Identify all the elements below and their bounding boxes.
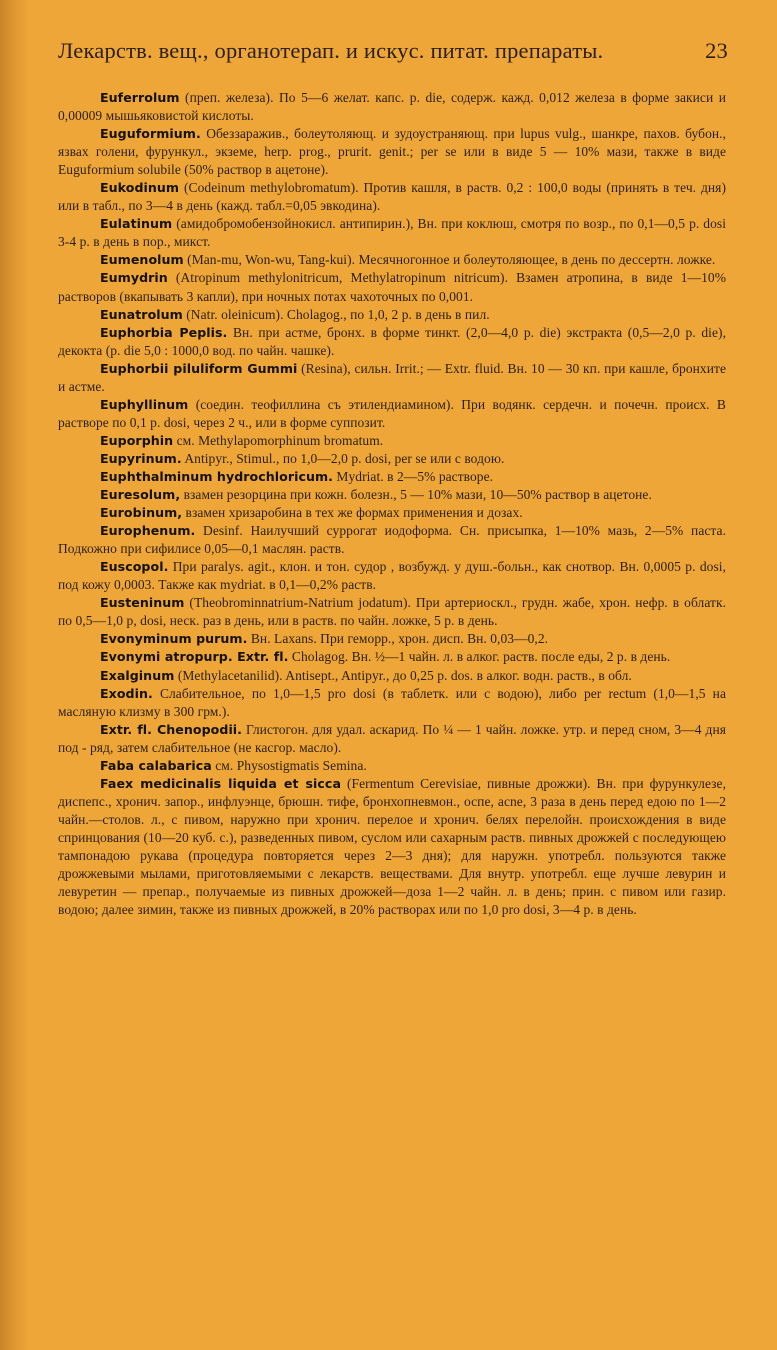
entry-term: Eunatrolum bbox=[100, 306, 183, 322]
entry-text: (преп. железа). По 5—6 желат. капс. р. die, содерж. кажд. 0,012 железа в форме закиси и 0,00009 мышьяковистой кислоты. bbox=[58, 90, 726, 124]
dictionary-entry bbox=[58, 324, 726, 360]
dictionary-entry bbox=[58, 775, 726, 919]
dictionary-entry bbox=[58, 630, 726, 648]
entry-text: Antipyr., Stimul., по 1,0—2,0 р. dosi, per se или с водою. bbox=[181, 450, 505, 466]
entry-term: Euphorbii piluliform Gummi bbox=[100, 360, 298, 376]
entry-term: Europhenum. bbox=[100, 523, 196, 539]
entry-text: Cholagog. Вн. ½—1 чайн. л. в алког. раств. после еды, 2 р. в день. bbox=[288, 649, 671, 665]
entry-text: (Fermentum Cerevisiae, пивные дрожжи). Вн. при фурункулезе, диспепс., хронич. запор., инфлуэнце, брюшн. тифе, бронхопневмон., оспе, acne, 3 раза в день перед едою по 1—2 чайн.—столов. л., с пивом, наружно при хронич. перелое и хронич. белях перелойн. происхождения в виде спринцования (10—20 куб. с.), разведенных пивом, суслом или сахарным раств. пивных дрожжей с последующею тампонадою рукава (процедура повторяется через 2—3 дня); для наружн. употребл. пользуются также дрожжевыми мылами, приготовляемыми с лекарств. веществами. Для внутр. употребл. еще лучше левурин и левуретин — препар., получаемые из пивных дрожжей—доза 1—2 чайн. л. в день; прин. с пивом или газир. водою; далее зимин, также из пивных дрожжей, в 20% растворах или по 1,0 pro dosi, 3—4 р. в день. bbox=[58, 775, 726, 918]
entry-term: Euresolum, bbox=[100, 487, 181, 503]
entry-term: Euphthalminum hydrochloricum. bbox=[100, 468, 333, 484]
entry-text: Обеззаражив., болеутоляющ. и зудоустраняющ. при lupus vulg., шанкре, пахов. бубон., язвах голени, фурункул., экземе, herp. prog., prurit. genit.; per se или в виде 5 — 10% мази, также в виде Euguformium solubile (50% раствор в ацетоне). bbox=[58, 126, 726, 178]
entry-term: Exalginum bbox=[100, 667, 175, 683]
entry-term: Evonymi atropurp. Extr. fl. bbox=[100, 649, 289, 665]
entry-text: Mydriat. в 2—5% растворе. bbox=[333, 468, 494, 484]
dictionary-entries bbox=[58, 89, 726, 919]
entry-text: см. Methylapomorphinum bromatum. bbox=[173, 432, 384, 448]
entry-text: Глистогон. для удал. аскарид. По ¼ — 1 чайн. ложке. утр. и перед сном, 3—4 дня под - ряд, затем слабительное (не касгор. масло). bbox=[58, 721, 726, 755]
entry-term: Euferrolum bbox=[100, 90, 180, 105]
entry-term: Faba calabarica bbox=[100, 757, 212, 773]
entry-text: (соедин. теофиллина съ этилендиамином). При водянк. сердечн. и почечн. происх. В растворе по 0,1 р. dosi, через 2 ч., или в форме суппозит. bbox=[58, 396, 726, 430]
entry-text: см. Physostigmatis Semina. bbox=[211, 757, 367, 773]
entry-text: (Resina), сильн. Irrit.; — Extr. fluid. Вн. 10 — 30 кп. при кашле, бронхите и астме. bbox=[58, 360, 726, 394]
dictionary-entry bbox=[58, 757, 726, 775]
entry-term: Evonyminum purum. bbox=[100, 631, 248, 647]
dictionary-entry bbox=[58, 179, 726, 215]
entry-text: (Codeinum methylobromatum). Против кашля, в раств. 0,2 : 100,0 воды (принять в теч. дня) или в табл., по 3—4 в день (кажд. табл.=0,05 эвкодина). bbox=[58, 180, 726, 214]
entry-text: (Methylacetanilid). Antisept., Antipyr., до 0,25 р. dos. в алког. водн. раств., в обл. bbox=[174, 667, 632, 683]
dictionary-entry bbox=[58, 125, 726, 179]
entry-term: Eusteninum bbox=[100, 595, 185, 611]
dictionary-entry bbox=[58, 432, 726, 450]
dictionary-entry bbox=[58, 396, 726, 432]
entry-text: Слабительное, по 1,0—1,5 pro dosi (в таблетк. или с водою), либо per rectum (1,0—1,5 на масляную клизму в 300 грм.). bbox=[58, 685, 726, 719]
dictionary-entry bbox=[58, 558, 726, 594]
running-header bbox=[58, 38, 728, 70]
entry-term: Exodin. bbox=[100, 685, 153, 701]
entry-term: Eulatinum bbox=[100, 216, 173, 232]
entry-term: Eupyrinum. bbox=[100, 450, 182, 466]
dictionary-entry bbox=[58, 685, 726, 721]
dictionary-entry bbox=[58, 594, 726, 630]
entry-text: (Man-mu, Won-wu, Tang-kui). Месячногонное и болеутоляющее, в день по дессертн. ложке. bbox=[183, 252, 716, 268]
dictionary-entry bbox=[58, 667, 726, 685]
entry-term: Extr. fl. Chenopodii. bbox=[100, 721, 243, 737]
entry-text: При paralys. agit., клон. и тон. судор , возбужд. у душ.-больн., как снотвор. Вн. 0,0005 р. dosi, под кожу 0,0003. Также как mydriat. в 0,1—0,2% раств. bbox=[58, 559, 726, 593]
entry-term: Euphyllinum bbox=[100, 396, 189, 412]
entry-term: Euphorbia Peplis. bbox=[100, 324, 228, 340]
entry-term: Eukodinum bbox=[100, 180, 180, 196]
entry-term: Faex medicinalis liquida et sicca bbox=[100, 775, 341, 791]
entry-text: (амидобромобензойнокисл. антипирин.), Вн. при коклюш, смотря по возр., по 0,1—0,5 р. dosi 3-4 р. в день в пор., микст. bbox=[58, 216, 726, 250]
dictionary-entry bbox=[58, 251, 726, 269]
entry-term: Euguformium. bbox=[100, 126, 201, 142]
dictionary-entry bbox=[58, 486, 726, 504]
entry-term: Euporphin bbox=[100, 432, 174, 448]
dictionary-entry bbox=[58, 360, 726, 396]
dictionary-entry bbox=[58, 215, 726, 251]
dictionary-entry bbox=[58, 89, 726, 125]
entry-term: Eurobinum, bbox=[100, 505, 183, 521]
entry-term: Euscopol. bbox=[100, 559, 169, 575]
entry-text: взамен резорцина при кожн. болезн., 5 — 10% мази, 10—50% раствор в ацетоне. bbox=[180, 487, 652, 503]
dictionary-entry bbox=[58, 522, 726, 558]
entry-text: (Natr. oleinicum). Cholagog., по 1,0, 2 р. в день в пил. bbox=[182, 306, 490, 322]
entry-term: Eumenolum bbox=[100, 252, 184, 268]
dictionary-entry bbox=[58, 269, 726, 305]
entry-term: Eumydrin bbox=[100, 270, 168, 286]
dictionary-entry bbox=[58, 648, 726, 666]
dictionary-entry bbox=[58, 306, 726, 324]
entry-text: Вн. Laxans. При геморр., хрон. дисп. Вн. 0,03—0,2. bbox=[247, 631, 549, 647]
page-number: 23 bbox=[705, 38, 728, 63]
page-spine-shadow bbox=[0, 0, 30, 1350]
dictionary-entry bbox=[58, 504, 726, 522]
dictionary-entry bbox=[58, 450, 726, 468]
entry-text: Desinf. Наилучший суррогат иодоформа. Сн. присыпка, 1—10% мазь, 2—5% паста. Подкожно при сифилисе 0,05—0,1 маслян. раств. bbox=[58, 523, 726, 557]
entry-text: взамен хризаробина в тех же формах применения и дозах. bbox=[182, 505, 523, 521]
header-title: Лекарств. вещ., органотерап. и искус. питат. препараты. bbox=[58, 38, 604, 63]
dictionary-entry bbox=[58, 721, 726, 757]
entry-text: (Theobrominnatrium-Natrium jodatum). При артериоскл., грудн. жабе, хрон. нефр. в облатк. по 0,5—1,0 р, dosi, неск. раз в день, или в раств. по чайн. ложке, 5 р. в день. bbox=[58, 595, 726, 629]
dictionary-entry bbox=[58, 468, 726, 486]
entry-text: Вн. при астме, бронх. в форме тинкт. (2,0—4,0 р. die) экстракта (0,5—2,0 р. die), декокта (р. die 5,0 : 1000,0 вод. по чайн. чашке). bbox=[58, 324, 726, 358]
entry-text: (Atropinum methylonitricum, Methylatropinum nitricum). Взамен атропина, в виде 1—10% растворов (вкапывать 3 капли), при ночных потах чахоточных по 0,001. bbox=[58, 270, 726, 304]
